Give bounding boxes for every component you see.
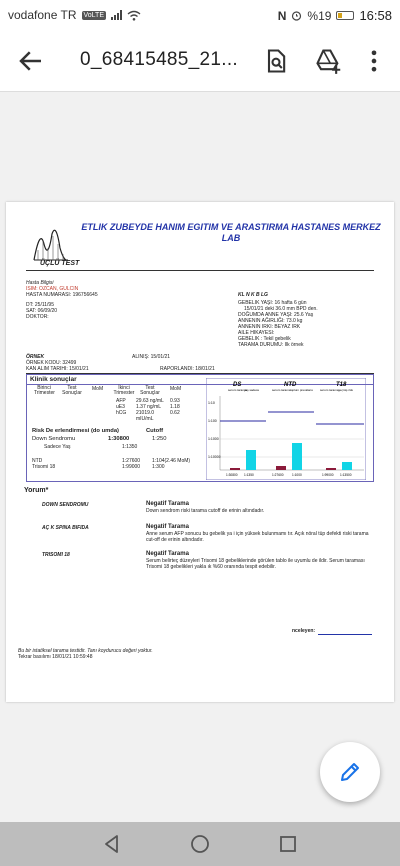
sublabel-0: serum tarama [228,388,247,392]
xlabel-2: 1:27600 [272,473,284,477]
t18-cutoff: 1:300 [152,464,165,470]
col-test-results: Test Sonuçlar [62,385,82,396]
sublabel-2: serum tarama [272,388,291,392]
down-age-risk: 1:1350 [122,444,138,450]
down-label: Down Sendromu [32,436,76,442]
sublabel-4: serum tarama [320,388,339,392]
sample-code: ÖRNEK KODU: 32499 [26,360,77,366]
down-age-label: Sadece Yaş [44,444,71,450]
nav-back-icon[interactable] [100,832,124,856]
col-second-trimester: İkinci Trimester [113,385,135,396]
document-title: 0_68415485_21... [80,49,239,70]
group-label-ntd: NTD [284,382,297,388]
gestational-age: GEBELIK YAŞI: 16 hafta 6 gün [238,300,307,306]
ntd-risk: 1:27600 [122,458,141,464]
comment-result: Negatif Tarama [146,501,189,507]
comment-text: Serum belirteç düzeyleri Trisomi 18 gebeliklerinde görülen tablo ile uyumlu de ildir. Serum taraması Trisomi 18 gebelikleri yakla ık %60 oranında tespit edebilir. [146,558,365,571]
xlabel-5: 1:13500 [340,473,352,477]
signature-line [318,634,372,635]
patient-sat: SAT: 06/09/20 [26,308,58,314]
wifi-icon [127,10,141,21]
nav-recents-icon[interactable] [276,832,300,856]
battery-percent: %19 [307,8,332,23]
result-row-value: 1.37 ng/mL [136,404,162,410]
search-doc-icon[interactable] [262,47,290,75]
cutoff-label: Cutoff [146,428,164,434]
hospital-name: ETLIK ZUBEYDE HANIM EGITIM VE ARASTIRMA HASTANES MERKEZ LAB [81,222,381,243]
t18-risk: 1:99000 [122,464,141,470]
t18-label: Trisomi 18 [32,464,56,470]
report-date: RAPORLANDI: 18/01/21 [160,366,215,372]
maternal-race: ANNENIN IRKI: BEYAZ IRK [238,324,301,330]
maternal-weight: ANNENIN AĞIRLIĞI: 73.0 kg [238,318,303,324]
bpd-note: 15/01/21 deki 36.0 mm BPD den. [244,306,318,312]
ytick-0: 1:10 [208,401,215,405]
result-row-value: 21019.0 [136,410,155,416]
ntd-label: NTD [32,458,43,464]
col-test-results-2: Test Sonuçlar [140,385,160,396]
more-vert-icon[interactable] [364,47,384,75]
patient-number: HASTA NUMARASI: 196756645 [26,292,98,298]
patient-name: ISIM: OZCAN, GULCIN [26,286,79,292]
bar-ds-age [246,450,256,470]
down-cutoff: 1:250 [152,436,167,442]
carrier-label: vodafone TR [8,8,77,22]
sample-date: KAN ALIM TARIHI: 15/01/21 [26,366,89,372]
col-mom-2: MoM [170,386,182,392]
pregnancy-type: GEBELIK : Tekil gebelik [238,336,291,342]
nav-home-icon[interactable] [188,832,212,856]
patient-doctor: DOKTOR: [26,314,49,320]
xlabel-3: 1:1000 [292,473,302,477]
signal-icon [111,10,122,20]
patient-dt: DT: 25/11/95 [26,302,54,308]
ntd-cutoff: 1:104(2.46 MoM) [152,458,191,464]
ytick-3: 1:10000 [208,455,221,459]
risk-chart [206,378,366,480]
comment-label: TRISOMI 18 [42,552,70,558]
divider [26,270,374,271]
screening-status: TARAMA DURUMU: Ilk örnek [238,342,304,348]
result-row-name: hCG [116,410,127,416]
volte-badge: VoLTE [83,11,104,19]
result-row-name: uE3 [116,404,125,410]
result-row-mom: 1.18 [170,404,180,410]
alarm-icon [291,10,302,21]
add-to-drive-icon[interactable] [314,47,342,75]
comment-result: Negatif Tarama [146,524,189,530]
bar-ntd-serum [276,466,286,470]
comment-result: Negatif Tarama [146,551,189,557]
result-row-name: AFP [116,398,126,404]
dna-logo-icon [30,224,70,264]
bar-t18-history [342,462,352,470]
xlabel-4: 1:99000 [322,473,334,477]
sublabel-3: toplum prevalans [290,388,313,392]
pdf-viewer[interactable] [0,92,400,822]
clock: 16:58 [359,8,392,23]
back-arrow-icon[interactable] [16,46,46,76]
sublabel-5: geçmiş risk [338,388,354,392]
footer-disclaimer: Bu bir istatiksel tarama testidir. Tanı koydurucu değeri yoktur. [18,648,153,654]
system-nav-bar [0,822,400,866]
bar-ntd-prevalence [292,443,302,470]
down-risk: 1:30800 [108,436,130,442]
family-history: AILE HIKAYESI: [238,330,275,336]
hcg-unit: mIU/mL [136,416,154,422]
comment-label: AÇ K SPINA BIFIDA [42,525,89,531]
patient-section-label: Hasta Bilgisi [26,280,54,286]
bar-ds-serum [230,468,240,470]
comment-label: DOWN SENDROMU [42,502,89,508]
comment-title: Yorum* [24,487,49,494]
signature-label: nceleyen: [292,628,316,634]
edit-fab-button[interactable] [320,742,380,802]
pdf-page [6,202,394,702]
footer-print-date: Tekrar basılımı 18/01/21 10:59:48 [18,654,93,660]
risk-title: Risk De erlendirmesi (do umda) [32,428,119,434]
results-title: Klinik sonuçlar [27,375,373,385]
ytick-2: 1:1000 [208,437,219,441]
battery-icon [336,11,354,20]
result-row-mom: 0.93 [170,398,180,404]
col-first-trimester: Birinci Trimester [34,385,55,396]
xlabel-0: 1:30800 [226,473,238,477]
sample-title: ÖRNEK [26,354,45,360]
col-mom: MoM [92,386,104,392]
test-name: ÜÇLÜ TEST [40,260,80,267]
xlabel-1: 1:1350 [244,473,254,477]
ytick-1: 1:100 [208,419,217,423]
result-row-value: 29.63 ng/mL [136,398,164,404]
pencil-icon [338,760,362,784]
group-label-t18: T18 [336,382,347,388]
comment-text: Anne serum AFP sonucu bu gebelik ya i için yüksek bulunmamı tır. Açık nöral tüp defekti riski tarama cut-off de erinin altındadır. [146,531,369,544]
result-row-mom: 0.62 [170,410,180,416]
bar-t18-serum [326,468,336,470]
status-bar [0,0,400,30]
sublabel-1: yaş sadece [244,388,260,392]
nfc-icon: N [277,8,287,23]
comment-text: Down sendrom riski tarama cutoff de erinin altındadır. [146,508,265,514]
sample-alinis: ALINIŞ: 15/01/21 [132,354,171,360]
app-toolbar [0,30,400,92]
clinic-info-title: KL N K B LG [238,292,268,298]
maternal-age: DOĞUMDA ANNE YAŞI: 25.6 Yaş [238,312,314,318]
group-label-ds: DS [233,382,242,388]
